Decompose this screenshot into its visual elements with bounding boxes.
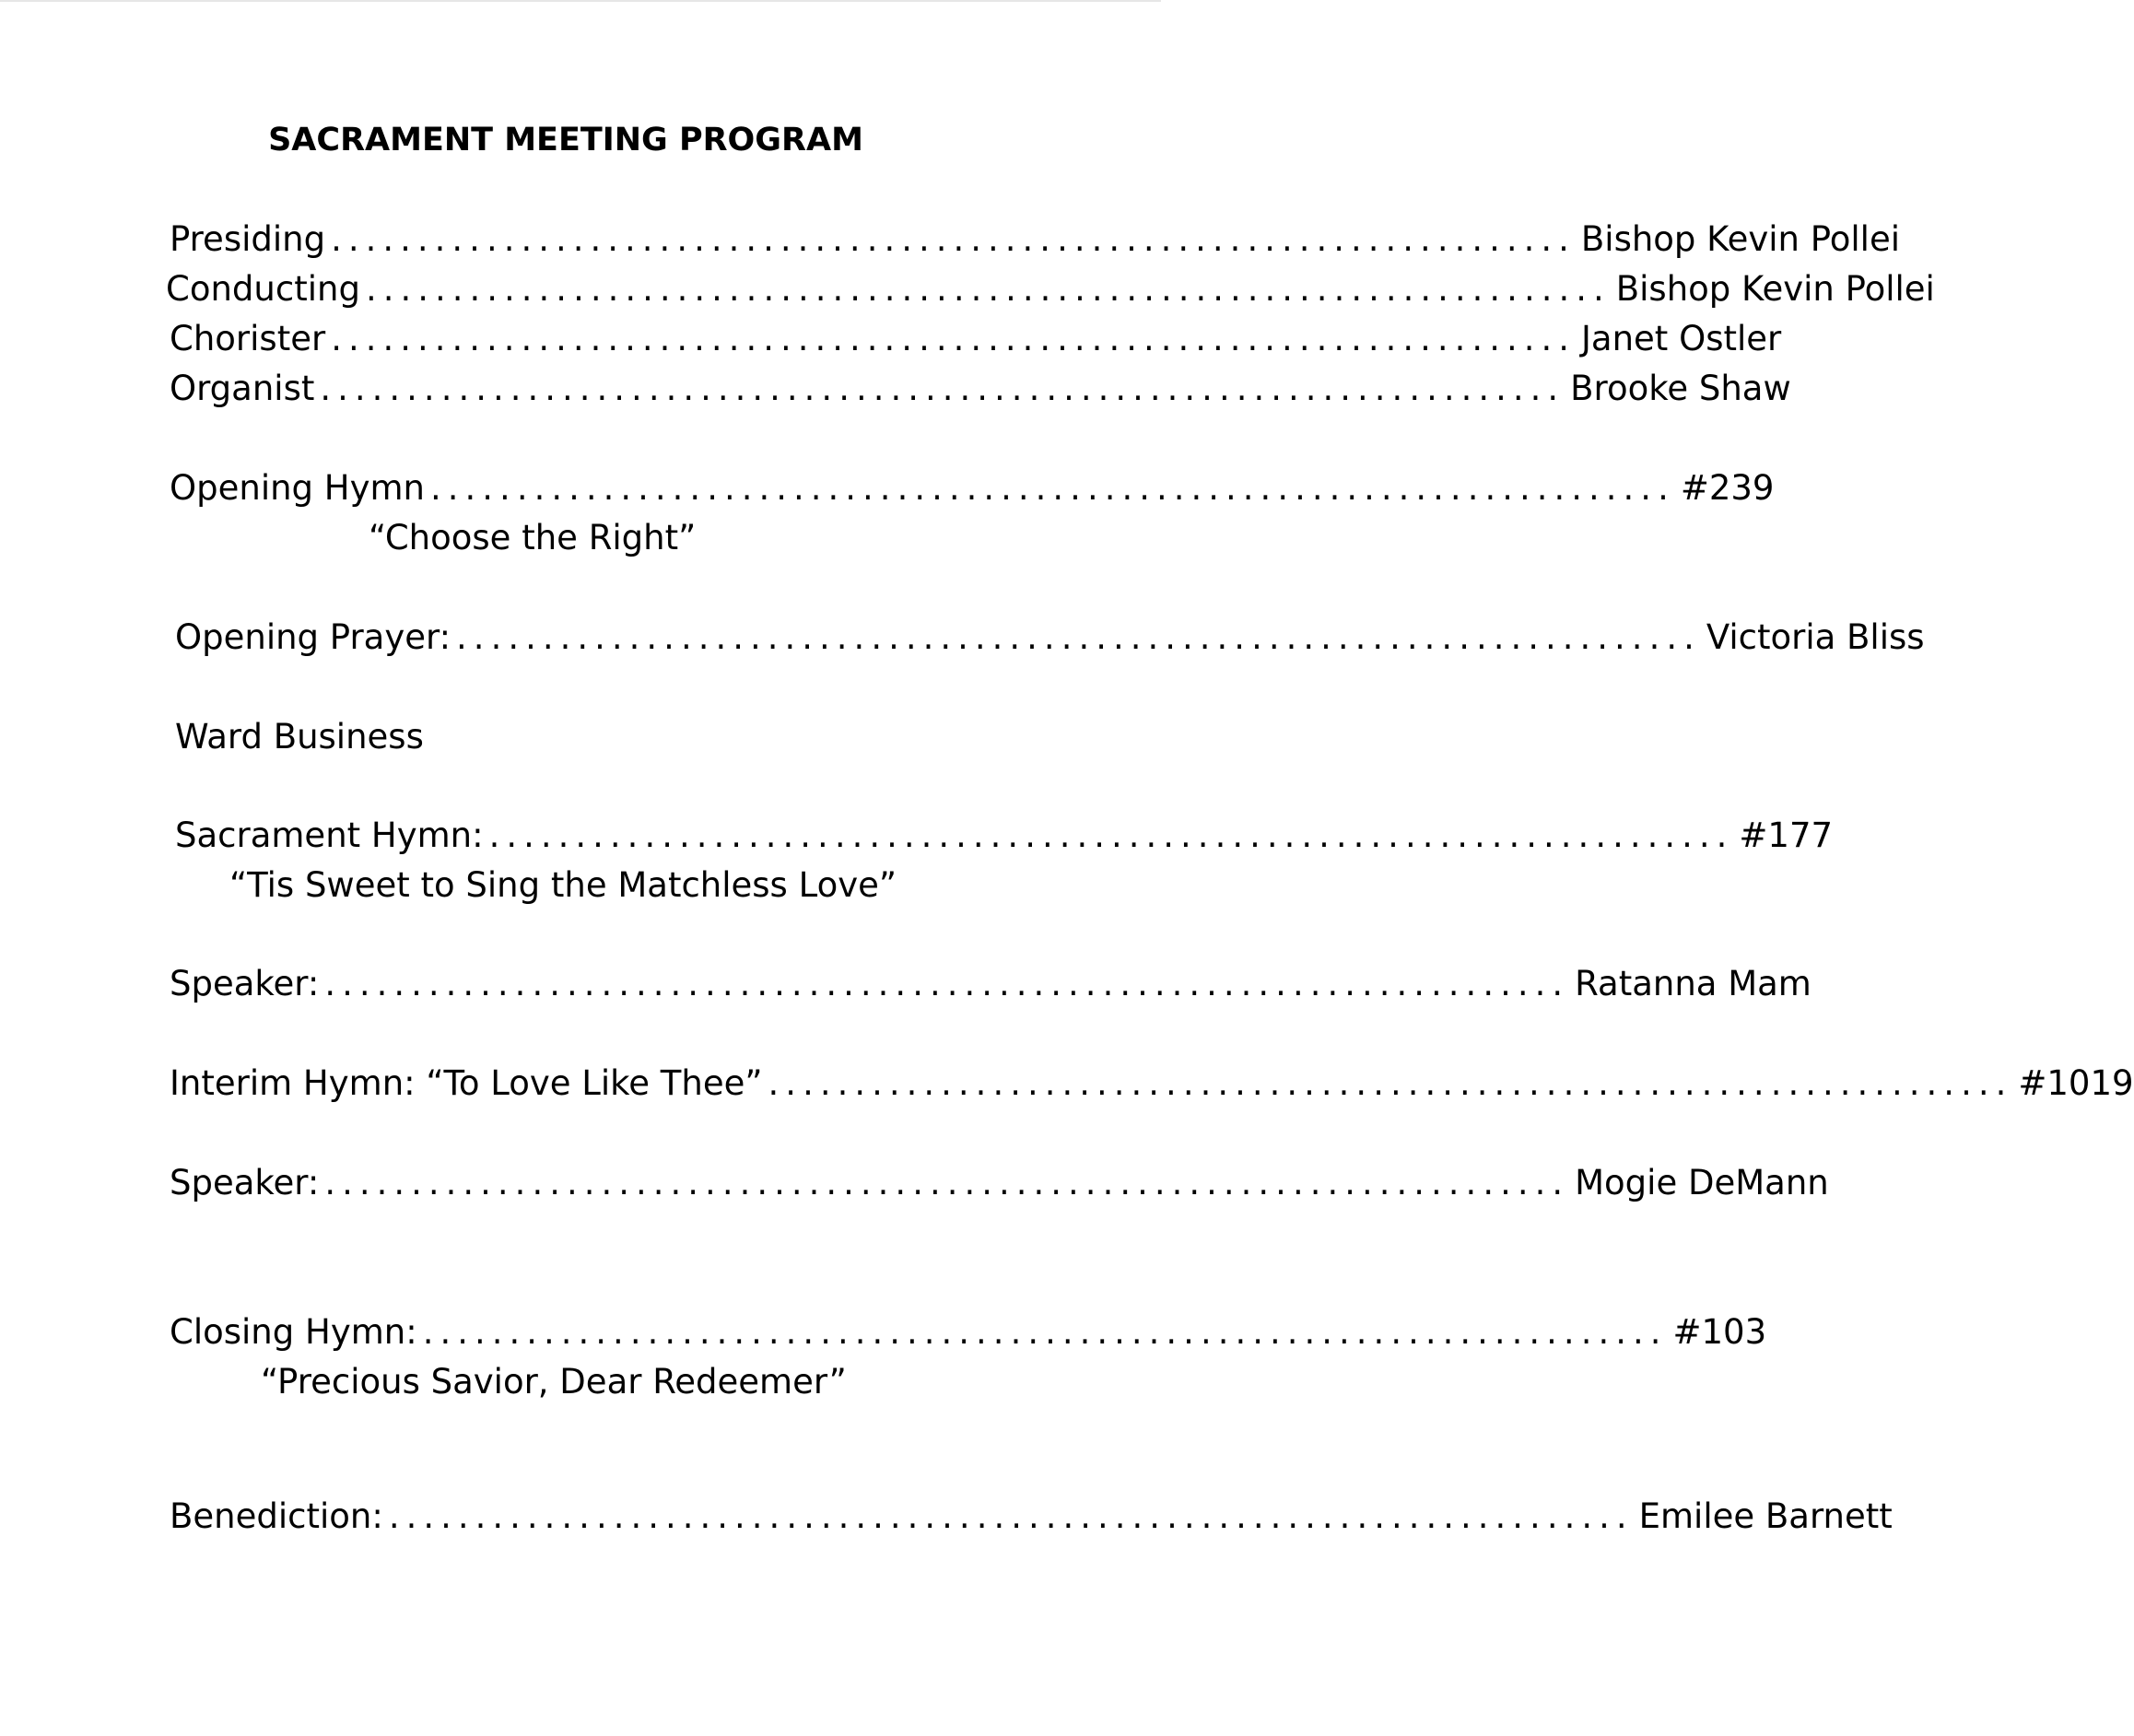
dot-leader: ........................................................................ (324, 964, 1570, 1003)
ward-business-label: Ward Business (175, 717, 424, 757)
presiding-label: Presiding (170, 219, 326, 259)
dot-leader: ........................................................................ (422, 1312, 1668, 1352)
dot-leader: ........................................................................ (331, 219, 1576, 259)
program-title: SACRAMENT MEETING PROGRAM (268, 122, 863, 158)
sacrament-hymn-label: Sacrament Hymn: (175, 815, 484, 855)
opening-prayer-value: Victoria Bliss (1706, 617, 1925, 657)
dot-leader: ........................................................................ (320, 369, 1565, 408)
opening-prayer-row (175, 617, 1925, 658)
dot-leader: ........................................................................ (488, 815, 1734, 855)
benediction-row (170, 1496, 1893, 1537)
dot-leader: ........................................................................ (768, 1063, 2013, 1103)
conducting-value: Bishop Kevin Pollei (1615, 269, 1935, 309)
closing-hymn-title: “Precious Savior, Dear Redeemer” (261, 1362, 847, 1402)
opening-hymn-title: “Choose the Right” (369, 518, 697, 557)
sacrament-hymn-number: #177 (1739, 815, 1834, 855)
speaker-2-value: Mogie DeMann (1575, 1163, 1829, 1202)
dot-leader: ........................................................................ (365, 269, 1611, 309)
opening-hymn-number: #239 (1680, 468, 1775, 508)
interim-hymn-number: #1019 (2018, 1063, 2134, 1103)
speaker-2-label: Speaker: (170, 1163, 320, 1202)
opening-hymn-row (170, 468, 1775, 509)
speaker-2-row (170, 1163, 1829, 1203)
organist-label: Organist (170, 369, 315, 408)
organist-row (170, 369, 1791, 409)
conducting-label: Conducting (166, 269, 360, 309)
dot-leader: ........................................................................ (331, 319, 1576, 358)
sacrament-hymn-title: “Tis Sweet to Sing the Matchless Love” (229, 865, 897, 905)
interim-hymn-row (170, 1063, 2134, 1104)
presiding-row (170, 219, 1900, 260)
chorister-row (170, 319, 1782, 359)
closing-hymn-row (170, 1312, 1767, 1353)
sacrament-hymn-row (175, 815, 1834, 856)
dot-leader: ........................................................................ (324, 1163, 1570, 1202)
speaker-1-row (170, 964, 1812, 1004)
chorister-label: Chorister (170, 319, 326, 358)
presiding-value: Bishop Kevin Pollei (1580, 219, 1900, 259)
opening-hymn-label: Opening Hymn (170, 468, 426, 508)
speaker-1-value: Ratanna Mam (1575, 964, 1812, 1003)
interim-hymn-label: Interim Hymn: “To Love Like Thee” (170, 1063, 763, 1103)
closing-hymn-number: #103 (1672, 1312, 1767, 1352)
opening-prayer-label: Opening Prayer: (175, 617, 451, 657)
dot-leader: ........................................................................ (456, 617, 1701, 657)
benediction-label: Benediction: (170, 1496, 383, 1536)
speaker-1-label: Speaker: (170, 964, 320, 1003)
chorister-value: Janet Ostler (1581, 319, 1782, 358)
closing-hymn-label: Closing Hymn: (170, 1312, 417, 1352)
dot-leader: ........................................................................ (430, 468, 1675, 508)
dot-leader: ........................................................................ (388, 1496, 1634, 1536)
organist-value: Brooke Shaw (1570, 369, 1791, 408)
conducting-row (166, 269, 1935, 310)
benediction-value: Emilee Barnett (1638, 1496, 1893, 1536)
page-top-border (0, 0, 1161, 2)
